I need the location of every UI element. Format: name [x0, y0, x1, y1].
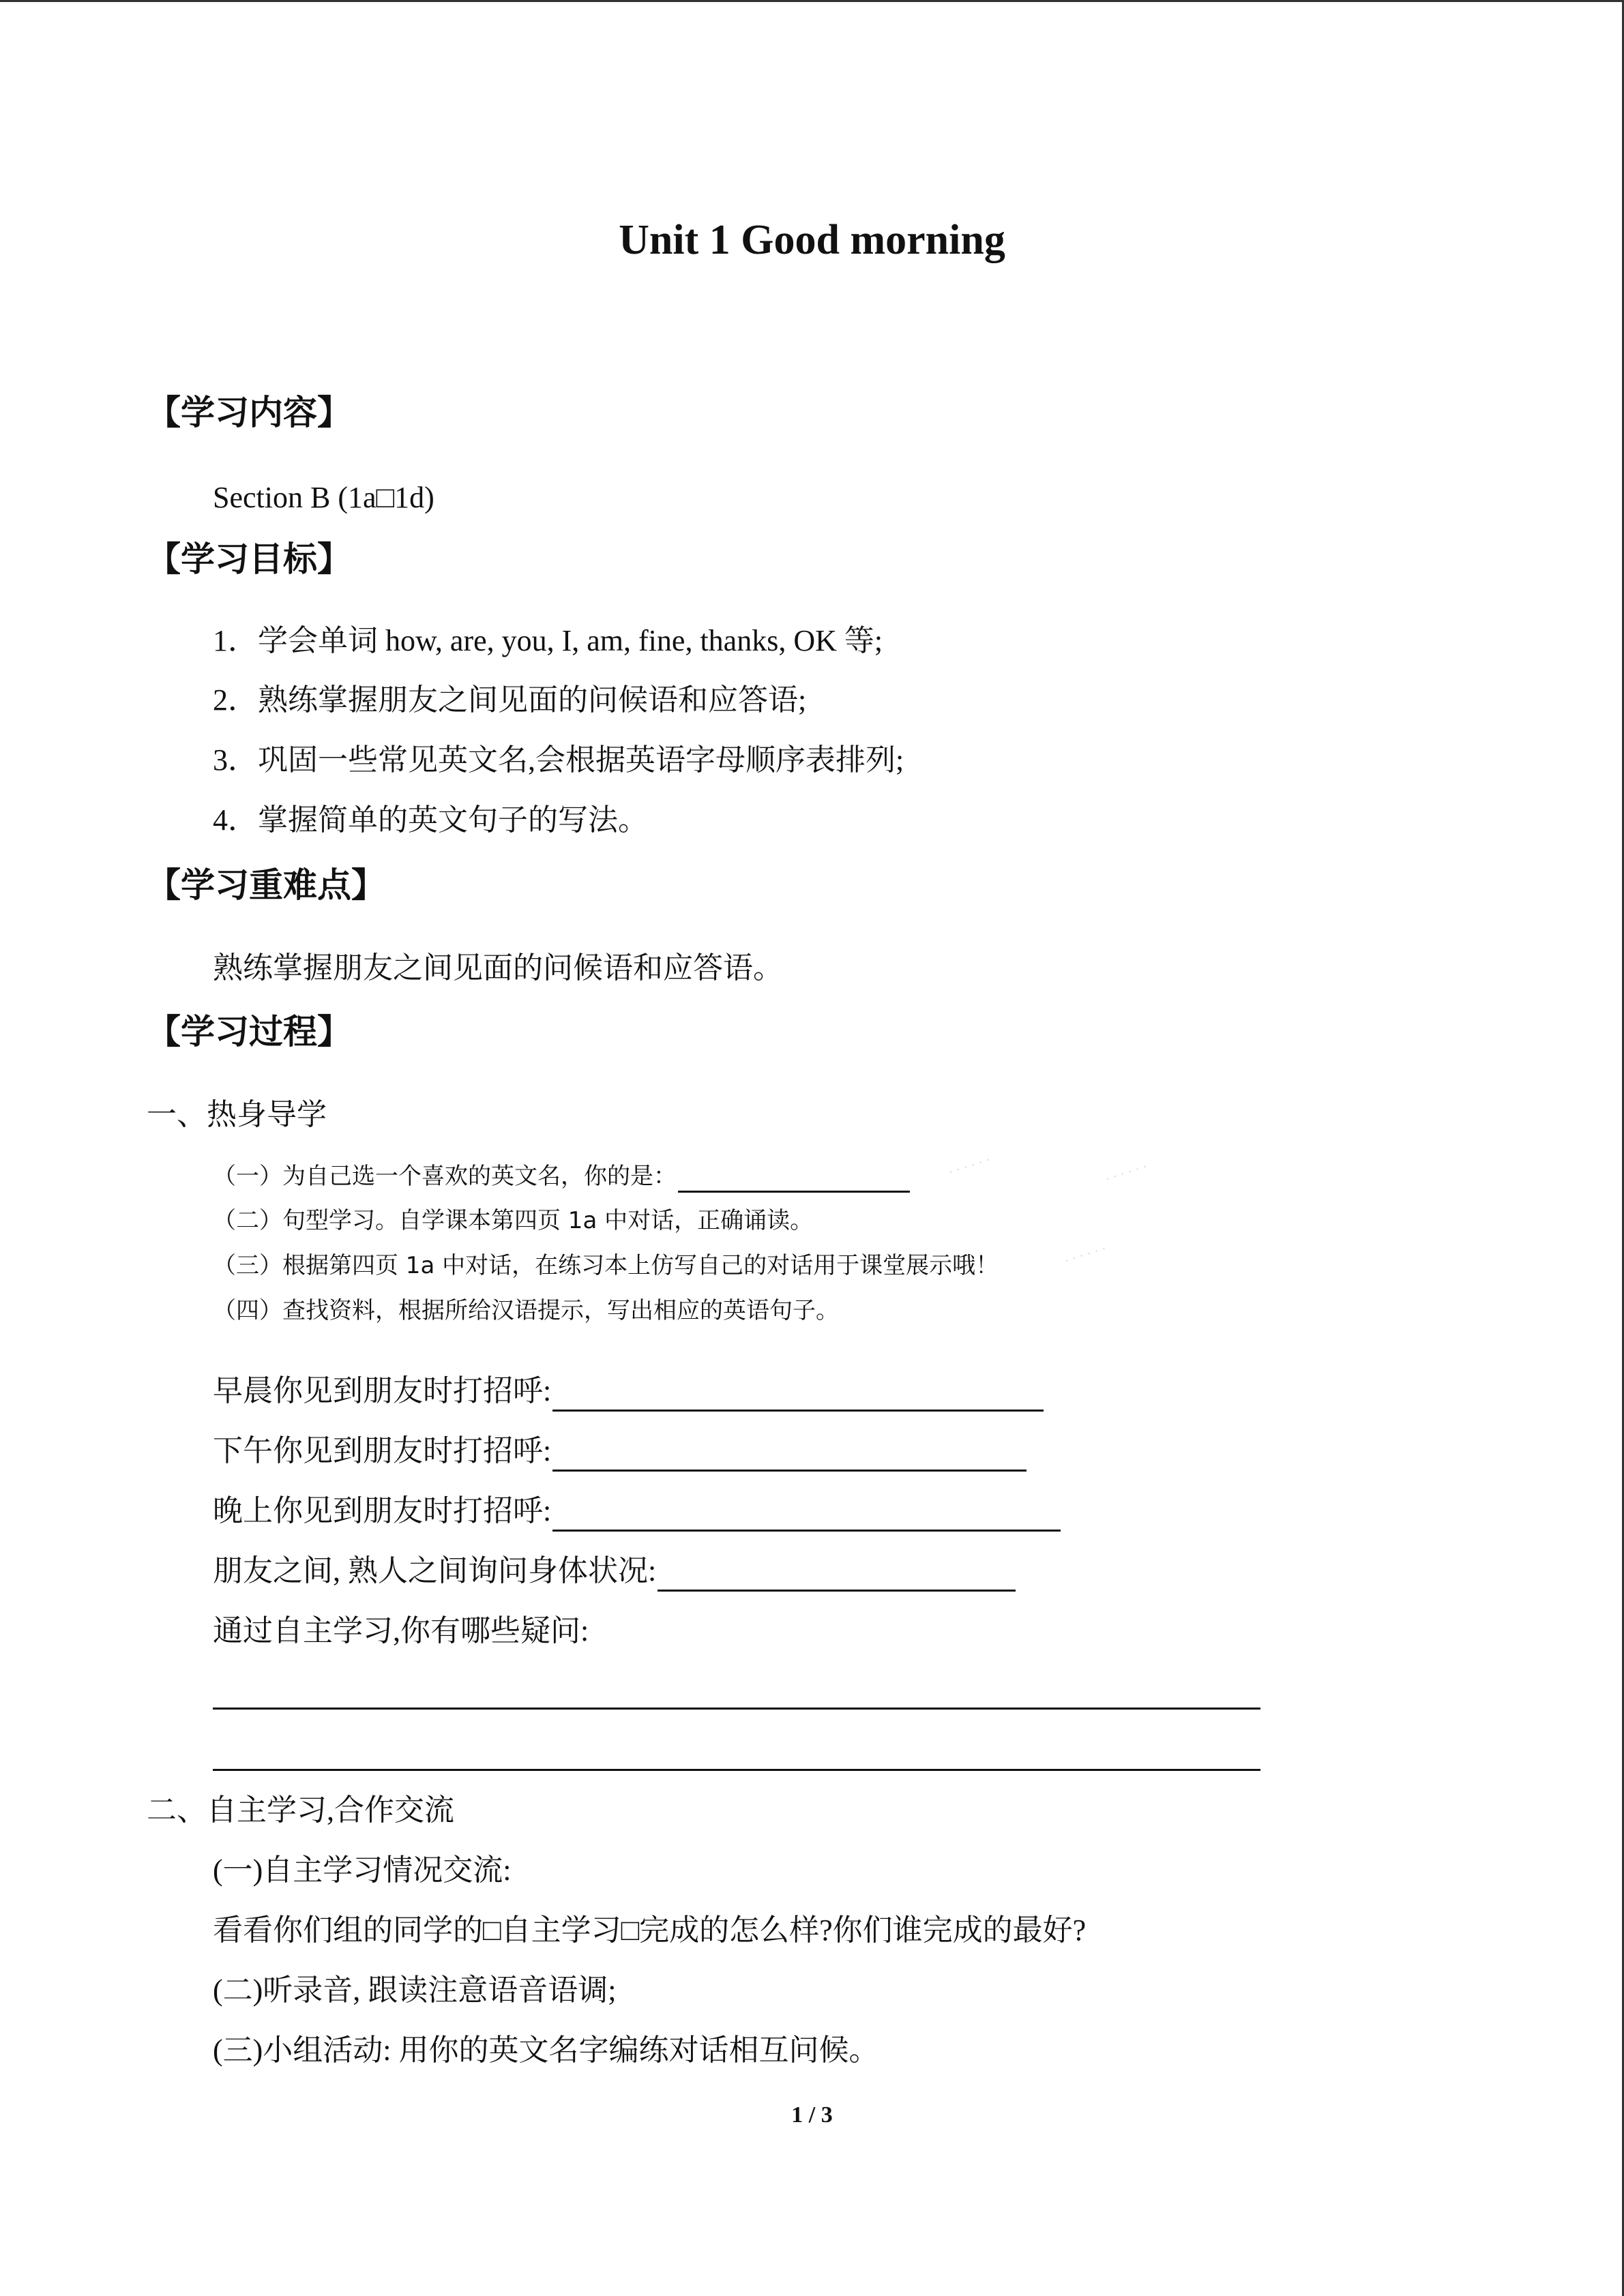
watermark: · · · · · · [947, 1152, 992, 1180]
afternoon-greeting-blank[interactable] [552, 1438, 1027, 1472]
part2-item-4: (三)小组活动: 用你的英文名字编练对话相互问候。 [213, 2033, 879, 2067]
fill-morning-greeting [213, 1371, 1044, 1412]
task-find-materials: （四）查找资料，根据所给汉语提示，写出相应的英语句子。 [213, 1297, 839, 1324]
page-number: 1 / 3 [791, 2102, 833, 2128]
heading-key-points: 【学习重难点】 [147, 865, 385, 905]
watermark: · · · · · · [1104, 1159, 1149, 1187]
goal-item-2: 2．熟练掌握朋友之间见面的问候语和应答语; [213, 683, 807, 717]
part2-item-2: 看看你们组的同学的□自主学习□完成的怎么样?你们谁完成的最好? [213, 1913, 1087, 1947]
goal-item-3: 3．巩固一些常见英文名,会根据英语字母顺序表排列; [213, 743, 904, 777]
fill-evening-greeting [213, 1491, 1061, 1532]
task-sentence-study: （二）句型学习。自学课本第四页 1a 中对话，正确诵读。 [213, 1207, 814, 1234]
key-points-text: 熟练掌握朋友之间见面的问候语和应答语。 [213, 951, 783, 985]
goal-item-1: 1．学会单词 how, are, you, I, am, fine, thanks, OK 等; [213, 624, 883, 657]
page-border-top [0, 0, 1624, 2]
question-prompt: 通过自主学习,你有哪些疑问: [213, 1614, 589, 1648]
part2-heading: 二、自主学习,合作交流 [147, 1793, 454, 1827]
question-answer-line-1[interactable] [213, 1708, 1260, 1710]
heading-learning-process: 【学习过程】 [147, 1012, 351, 1052]
evening-greeting-blank[interactable] [552, 1498, 1061, 1532]
heading-learning-content: 【学习内容】 [147, 393, 351, 432]
fill-afternoon-greeting [213, 1431, 1027, 1472]
question-answer-line-2[interactable] [213, 1769, 1260, 1771]
fill-morning-label: 早晨你见到朋友时打招呼: [213, 1374, 552, 1407]
learning-content-text: Section B (1a□1d) [213, 481, 434, 514]
morning-greeting-blank[interactable] [552, 1378, 1044, 1412]
health-inquiry-blank[interactable] [658, 1558, 1016, 1592]
document-title: Unit 1 Good morning [619, 217, 1005, 263]
fill-health-inquiry [213, 1551, 1016, 1592]
english-name-blank[interactable] [678, 1159, 910, 1193]
heading-learning-goals: 【学习目标】 [147, 539, 351, 579]
part2-item-1: (一)自主学习情况交流: [213, 1853, 512, 1887]
part2-item-3: (二)听录音, 跟读注意语音语调; [213, 1973, 617, 2007]
task-imitate-dialogue: （三）根据第四页 1a 中对话，在练习本上仿写自己的对话用于课堂展示哦！ [213, 1252, 999, 1279]
fill-health-label: 朋友之间, 熟人之间询问身体状况: [213, 1554, 657, 1587]
watermark: · · · · · · [1063, 1241, 1108, 1269]
part1-heading: 一、热身导学 [147, 1098, 327, 1131]
fill-afternoon-label: 下午你见到朋友时打招呼: [213, 1434, 552, 1467]
task-choose-name-text: （一）为自己选一个喜欢的英文名，你的是： [213, 1163, 677, 1190]
goal-item-4: 4．掌握简单的英文句子的写法。 [213, 803, 648, 837]
fill-evening-label: 晚上你见到朋友时打招呼: [213, 1494, 552, 1527]
task-choose-name [213, 1159, 910, 1193]
